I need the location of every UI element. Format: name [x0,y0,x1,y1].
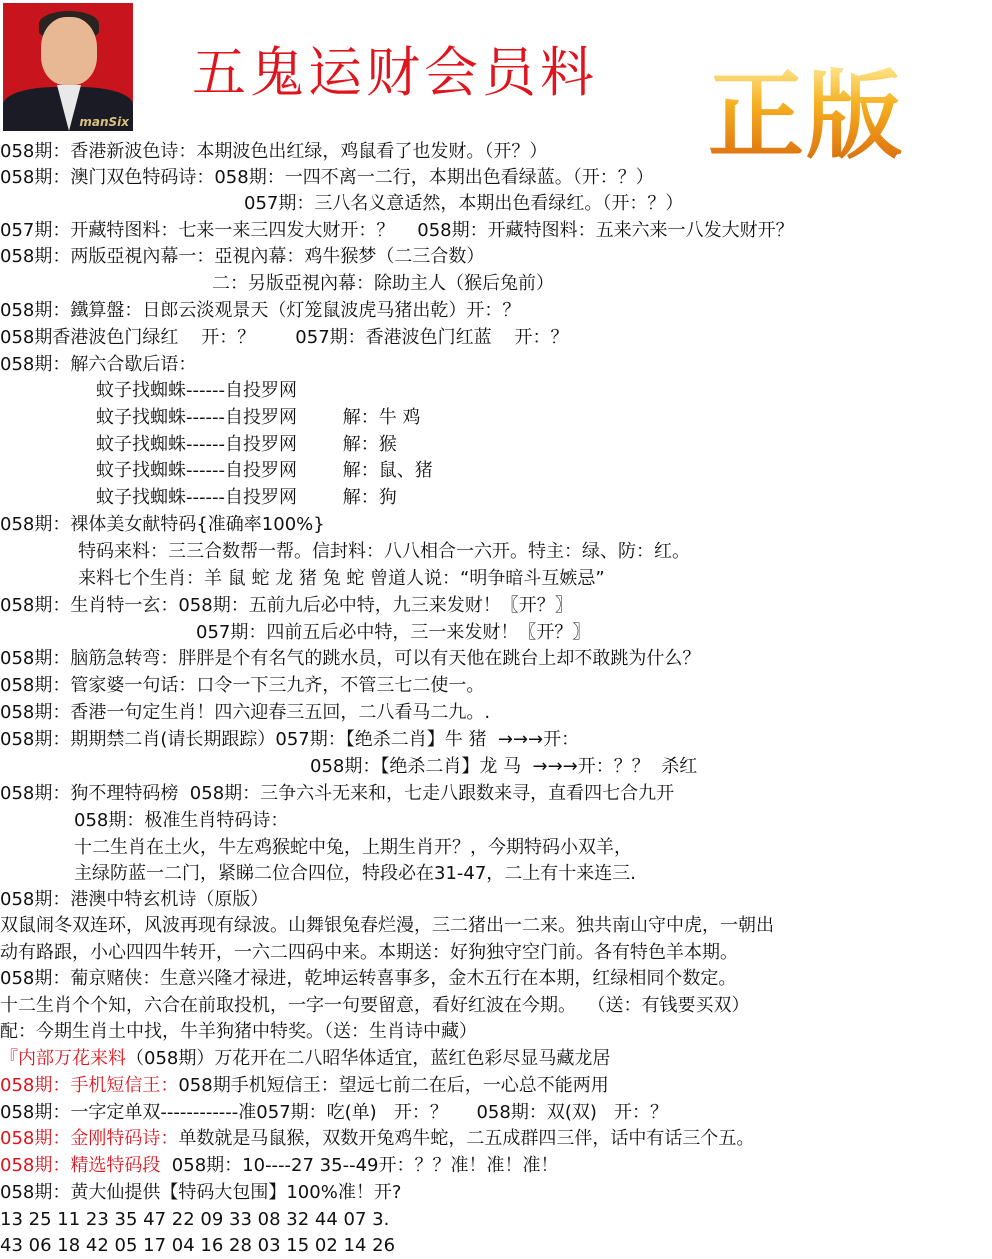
line-text: 058期：鐵算盤：日郎云淡观景天（灯笼鼠波虎马猪出乾）开：？ [0,300,521,321]
text-line [310,754,697,780]
text-line [74,861,636,887]
text-line [0,993,749,1019]
text-line [196,620,590,646]
line-text: 058期：【绝杀二肖】龙 马 →→→开：？？ 杀红 [310,756,698,777]
line-text: 058期：解六合歇后语： [0,354,197,375]
line-text: 十二生肖个个知，六合在前取投机，一字一句要留意，看好红波在今期。 （送：有钱要买双） [0,995,750,1016]
text-line [0,1073,609,1099]
line-text: 十二生肖在土火，牛左鸡猴蛇中兔，上期生肖开？，今期特码小双羊， [74,837,632,858]
text-line [0,139,547,165]
line-text: 058期：10----27 35--49开：？？准！准！准！ [160,1155,559,1176]
text-line [0,298,520,324]
highlight-label: 058期：金刚特码诗： [0,1128,179,1149]
line-text: 058期：一字定单双------------准057期：吃(单) 开：？ 058期：双(双) 开：？ [0,1102,669,1123]
text-line [96,485,397,511]
line-text: 058期：葡京赌侠：生意兴隆才禄进，乾坤运转喜事多，金木五行在本期，红绿相同个数定。 [0,968,737,989]
line-text: 058期香港波色门绿红 开：？ 057期：香港波色门红蓝 开：？ [0,327,569,348]
line-text: 双鼠闹冬双连环，风波再现有绿波。山舞银兔春烂漫，三二猪出一二来。独共南山守中虎，一朝出 [0,915,774,936]
line-text: 058期：极准生肖特码诗： [74,810,289,831]
text-line [0,1100,668,1126]
portrait-photo [3,3,133,131]
text-line [212,271,554,297]
text-line [0,1207,389,1233]
line-text: 058期：香港一句定生肖！四六迎春三五回，二八看马二九。. [0,702,491,723]
line-text: 058期：管家婆一句话：口令一下三九齐，不管三七二使一。 [0,675,485,696]
line-text: 057期：四前五后必中特，三一来发财！〖开？〗 [196,622,591,643]
photo-logo: manSix [79,115,129,129]
text-line [0,727,579,753]
text-line [96,405,420,431]
highlight-label: 058期：手机短信王： [0,1075,179,1096]
line-text: 13 25 11 23 35 47 22 09 33 08 32 44 07 3. [0,1209,390,1230]
line-text: 蚊子找蜘蛛------自投罗网 解：狗 [96,487,397,508]
line-text: 蚊子找蜘蛛------自投罗网 解：猴 [96,434,397,455]
line-text: 058期手机短信王：望远七前二在后，一心总不能两用 [178,1075,609,1096]
text-line [74,808,288,834]
text-line [0,325,569,351]
text-line [0,352,196,378]
line-text: 058期：生肖特一玄：058期：五前九后必中特，九三来发财！〖开？〗 [0,595,573,616]
line-text: 来料七个生肖：羊 鼠 蛇 龙 猪 兔 蛇 曾道人说：“明争暗斗互嫉忌” [78,568,605,589]
line-text: 配：今期生肖土中找，牛羊狗猪中特奖。（送：生肖诗中藏） [0,1021,477,1042]
line-text: 动有路跟，小心四四牛转开，一六二四码中来。本期送：好狗独守空门前。各有特色羊本期。 [0,942,738,963]
line-text: 主绿防蓝一二门，紧睇二位合四位，特段必在31-47，二上有十来连三. [74,863,637,884]
text-line [0,1019,477,1045]
line-text: 058期：澳门双色特码诗：058期：一四不离一二行，本期出色看绿蓝。（开：？） [0,167,654,188]
line-text: 057期：开藏特图料：七来一来三四发大财开：？ 058期：开藏特图料：五来六来一八发大财开？ [0,220,794,241]
highlight-label: 『内部万花来料 [0,1048,126,1069]
text-line [78,566,605,592]
text-line [0,673,484,699]
line-text: 058期：狗不理特码榜 058期：三争六斗无来和，七走八跟数来寻，直看四七合九开 [0,783,675,804]
text-line [74,835,632,861]
line-text: 蚊子找蜘蛛------自投罗网 [96,380,297,401]
text-line [96,378,297,404]
line-text: 058期：香港新波色诗：本期波色出红绿，鸡鼠看了也发财。（开？） [0,141,548,162]
text-line [0,244,484,270]
text-line [0,1180,401,1206]
line-text: 蚊子找蜘蛛------自投罗网 解：牛 鸡 [96,407,421,428]
text-line [0,700,490,726]
text-line [244,191,683,217]
line-text: 058期：裸体美女献特码{准确率100%} [0,514,325,535]
line-text: 058期：脑筋急转弯：胖胖是个有名气的跳水员，可以有天他在跳台上却不敢跳为什么？ [0,648,701,669]
text-line [0,646,700,672]
line-text: 单数就是马鼠猴，双数开兔鸡牛蛇，二五成群四三伴，话中有话三个五。 [178,1128,755,1149]
text-line [0,940,738,966]
line-text: 057期：三八名义意适然，本期出色看绿红。（开：？） [244,193,684,214]
authentic-badge: 正版 [708,56,904,176]
text-line [96,458,433,484]
text-line [78,539,690,565]
line-text: 蚊子找蜘蛛------自投罗网 解：鼠、猪 [96,460,433,481]
line-text: 特码来料：三三合数帮一帮。信封料：八八相合一六开。特主：绿、防：红。 [78,541,690,562]
line-text: 058期：黄大仙提供【特码大包围】100%准！开? [0,1182,402,1203]
line-text: 058期：期期禁二肖(请长期跟踪）057期：【绝杀二肖】牛 猪 →→→开： [0,729,580,750]
text-line [96,432,397,458]
text-line [0,218,794,244]
text-line [0,1126,754,1152]
line-text: 二：另版亞視內幕：除助主人（猴后兔前） [212,273,554,294]
line-text: 43 06 18 42 05 17 04 16 28 03 15 02 14 26 [0,1235,396,1256]
text-line [0,966,736,992]
text-line [0,781,674,807]
text-line [0,1046,610,1072]
text-line [0,913,774,939]
text-line [0,165,654,191]
line-text: 058期：两版亞視內幕一：亞視內幕：鸡牛猴梦（二三合数） [0,246,485,267]
text-line [0,1233,395,1259]
text-line [0,593,573,619]
page-title: 五鬼运财会员料 [192,41,598,104]
portrait-face [41,17,97,85]
highlight-label: 058期：精选特码段 [0,1155,161,1176]
line-text: 058期：港澳中特玄机诗（原版） [0,889,269,910]
text-line [0,887,268,913]
text-line [0,512,325,538]
line-text: （058期）万花开在二八昭华体适宜，蓝红色彩尽显马藏龙居 [126,1048,611,1069]
text-line [0,1153,558,1179]
